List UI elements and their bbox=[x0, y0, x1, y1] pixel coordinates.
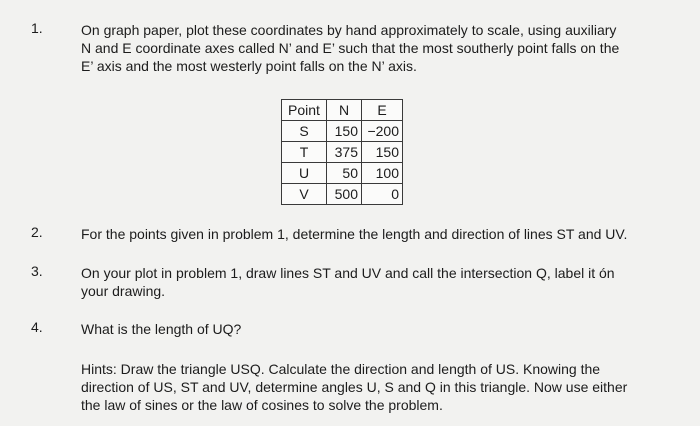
cell-e: −200 bbox=[362, 121, 403, 142]
hints-line: Hints: Draw the triangle USQ. Calculate the direction and length of US. Knowing the bbox=[81, 361, 601, 377]
cell-point: S bbox=[282, 121, 327, 142]
problem-4-number: 4. bbox=[31, 319, 43, 335]
problem-2-text bbox=[81, 225, 627, 243]
cell-e: 150 bbox=[362, 142, 403, 163]
cell-n: 50 bbox=[327, 163, 362, 184]
cell-point: V bbox=[282, 184, 327, 205]
header-e: E bbox=[362, 100, 403, 121]
cell-e: 100 bbox=[362, 163, 403, 184]
problem-1-line: N and E coordinate axes called N’ and E’ such that the most southerly point falls on the bbox=[81, 40, 620, 56]
table-header-row bbox=[282, 100, 403, 121]
cell-e: 0 bbox=[362, 184, 403, 205]
hints-line: the law of sines or the law of cosines to solve the problem. bbox=[81, 397, 443, 413]
cell-n: 150 bbox=[327, 121, 362, 142]
problem-3-number: 3. bbox=[31, 263, 43, 279]
cell-point: U bbox=[282, 163, 327, 184]
hints-text bbox=[81, 360, 627, 414]
table-row bbox=[282, 184, 403, 205]
hints-line: direction of US, ST and UV, determine angles U, S and Q in this triangle. Now use either bbox=[81, 379, 628, 395]
cell-n: 375 bbox=[327, 142, 362, 163]
problem-4-text bbox=[81, 320, 241, 338]
problem-4-line: What is the length of UQ? bbox=[81, 321, 242, 337]
problem-3-line: your drawing. bbox=[81, 283, 166, 299]
problem-1-text bbox=[81, 21, 619, 75]
cell-n: 500 bbox=[327, 184, 362, 205]
header-n: N bbox=[327, 100, 362, 121]
problem-2-line: For the points given in problem 1, determine the length and direction of lines ST and UV. bbox=[81, 226, 628, 242]
table-row bbox=[282, 142, 403, 163]
problem-1-line: E’ axis and the most westerly point falls on the N’ axis. bbox=[81, 58, 417, 74]
cell-point: T bbox=[282, 142, 327, 163]
problem-1-line: On graph paper, plot these coordinates by hand approximately to scale, using auxiliary bbox=[81, 22, 617, 38]
problem-3-line: On your plot in problem 1, draw lines ST and UV and call the intersection Q, label it ón bbox=[81, 265, 615, 281]
coordinates-table bbox=[281, 99, 403, 205]
table-row bbox=[282, 121, 403, 142]
problem-3-text bbox=[81, 264, 615, 300]
problem-2-number: 2. bbox=[31, 224, 43, 240]
header-point: Point bbox=[282, 100, 327, 121]
problem-1-number: 1. bbox=[31, 20, 43, 36]
table-row bbox=[282, 163, 403, 184]
